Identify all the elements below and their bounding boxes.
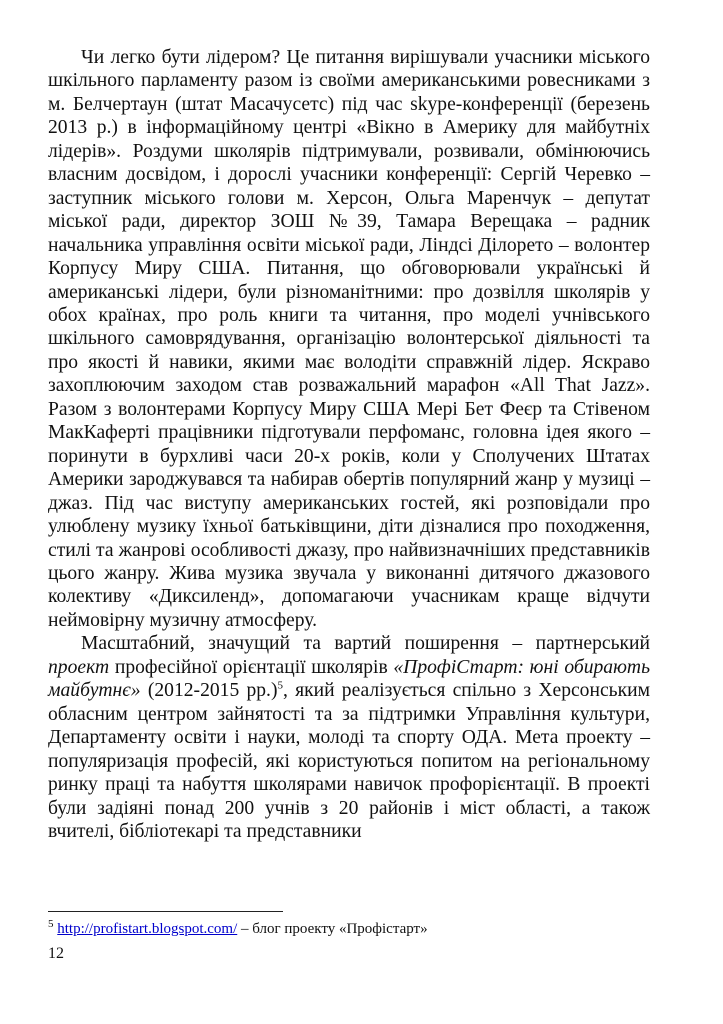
paragraph-1: Чи легко бути лідером? Це питання вирішували учасники міського шкільного парламенту разом із своїми американськими ровесниками з м. Белчертаун (штат Масачусетс) під час skype-конференції (березень 2013 р.) в інформаційному центрі «Вікно в Америку для майбутніх лідерів». Роздуми школярів підтримували, розвивали, обмінюючись власним досвідом, і дорослі учасники конференції: Сергій Черевко – заступник міського голови м. Херсон, Ольга Маренчук – депутат міської ради, директор ЗОШ №39, Тамара Верещака – радник начальника управління освіти міської ради, Ліндсі Ділорето – волонтер Корпусу Миру США. Питання, що обговорювали українські й американські лідери, були різноманітними: про дозвілля школярів у обох країнах, про роль книги та читання, про моделі учнівського шкільного самоврядування, організацію волонтерської діяльності та про якості й навики, якими має володіти справжній лідер. Яскраво захоплюючим заходом став розважальний марафон «All That Jazz». Разом з волонтерами Корпусу Миру США Мері Бет Феєр та Стівеном МакКаферті працівники підготували перфоманс, головна ідея якого – поринути в бурхливі часи 20-х років, коли у Сполучених Штатах Америки зароджувався та набирав обертів популярний жанр у музиці – джаз. Під час виступу американських гостей, які розповідали про улюблену музику їхньої батьківщини, діти дізналися про походження, стилі та жанрові особливості джазу, про найвизначніших представників цього жанру. Жива музика звучала у виконанні дитячого джазового колективу «Диксиленд», допомагаючи учасникам краще відчути неймовірну музичну атмосферу. xyxy=(48,47,650,631)
p2-years: (2012-2015 рр.) xyxy=(147,680,278,702)
footnote-divider xyxy=(48,911,283,912)
footnote-ref[interactable]: 5 xyxy=(277,679,283,692)
page-number: 12 xyxy=(48,945,64,962)
footnote-text: – блог проекту «Профістарт» xyxy=(237,921,428,937)
body-text xyxy=(48,46,650,843)
footnote xyxy=(48,920,648,938)
p2-italic-project: проект xyxy=(48,656,110,678)
p2-start: Масштабний, значущий та вартий поширення – партнерський xyxy=(81,633,650,655)
p2-end: , який реалізується спільно з Херсонським обласним центром зайнятості та за підтримки Управління культури, Департаменту освіти і науки, молоді та спорту ОДА. Мета проекту – популяризація професій, які користуються попитом на регіональному ринку праці та набуття школярами навичок профорієнтації. В проекті були задіяні понад 200 учнів з 20 районів і міст області, а також вчителі, бібліотекарі та представники xyxy=(48,680,651,842)
paragraph-2 xyxy=(48,632,650,843)
p2-italic-title: «ПрофіСтарт: юні обирають майбутнє» xyxy=(48,656,650,702)
footnote-number: 5 xyxy=(48,918,54,930)
p2-mid1: професійної орієнтації школярів xyxy=(114,656,388,678)
footnote-link[interactable]: http://profistart.blogspot.com/ xyxy=(57,921,238,937)
